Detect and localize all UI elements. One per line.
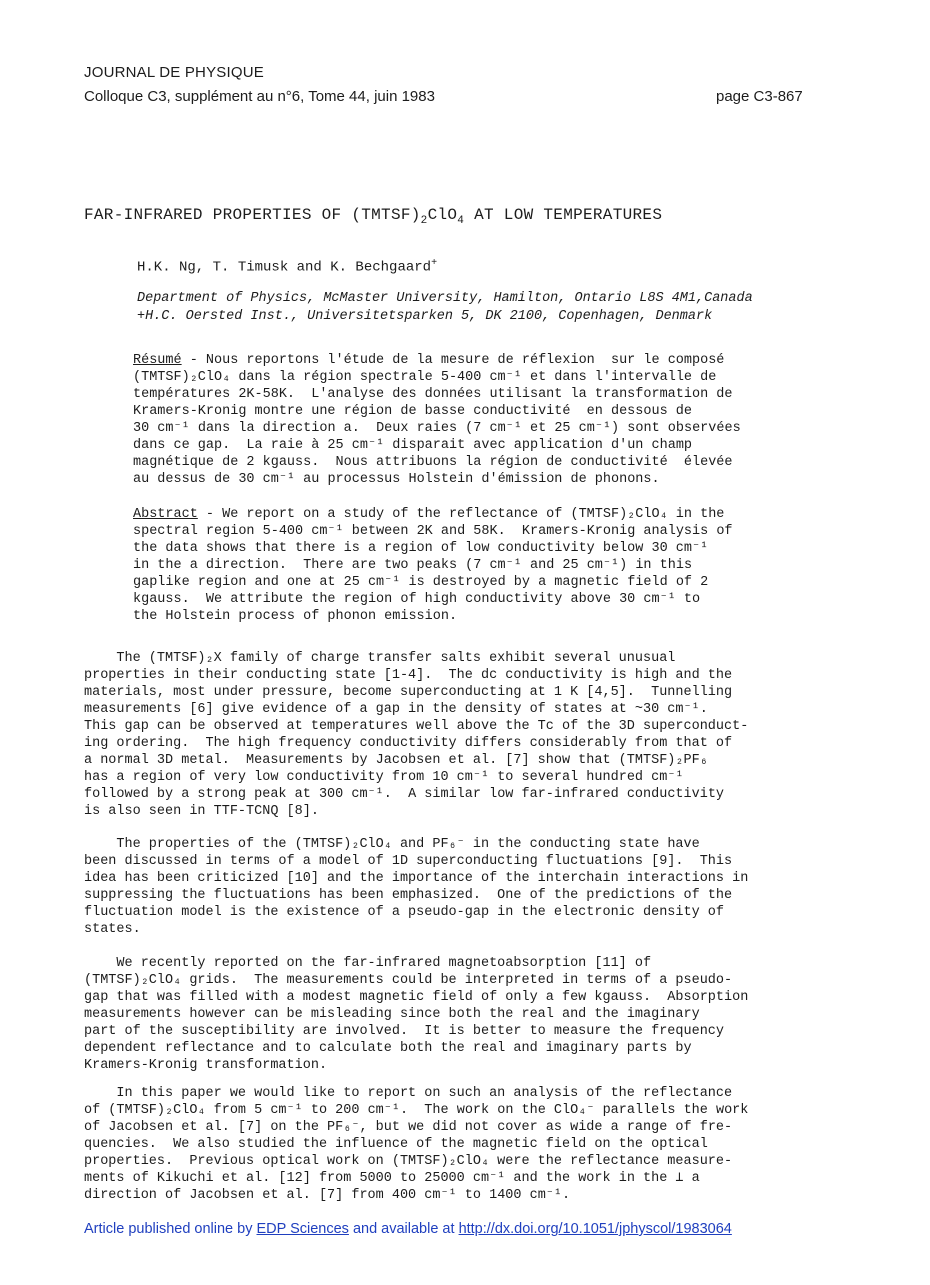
- publisher-link[interactable]: EDP Sciences: [256, 1221, 349, 1237]
- title-mid: ClO: [427, 206, 458, 224]
- journal-issue: Colloque C3, supplément au n°6, Tome 44, juin 1983: [84, 88, 435, 105]
- abstract-label: Abstract: [133, 507, 198, 522]
- abstract-section: [133, 506, 733, 625]
- paper-title: [84, 206, 662, 227]
- title-prefix: FAR-INFRARED PROPERTIES OF (TMTSF): [84, 206, 421, 224]
- footer-middle: and available at: [348, 1221, 459, 1237]
- page-number: page C3-867: [716, 88, 803, 105]
- resume-label: Résumé: [133, 353, 182, 368]
- author-names: H.K. Ng, T. Timusk and K. Bechgaard: [137, 259, 432, 276]
- journal-name: JOURNAL DE PHYSIQUE: [84, 64, 264, 81]
- affiliation-1: Department of Physics, McMaster University, Hamilton, Ontario L8S 4M1,Canada: [137, 291, 753, 306]
- title-suffix: AT LOW TEMPERATURES: [464, 206, 663, 224]
- resume-text: (TMTSF)₂ClO₄ dans la région spectrale 5-400 cm⁻¹ et dans l'intervalle de températures 2K-58K. L'analyse des données utilisant la transformation de Kramers-Kronig montre une région de basse conductivité en dessous de 30 cm⁻¹ dans la direction a. Deux raies (7 cm⁻¹ et 25 cm⁻¹) sont observées dans ce gap. La raie à 25 cm⁻¹ disparait avec application d'un champ magnétique de 2 kgauss. Nous attribuons la région de conductivité élevée au dessus de 30 cm⁻¹ au processus Holstein d'émission de phonons.: [133, 370, 741, 487]
- abstract-first-line: - We report on a study of the reflectance of (TMTSF)₂ClO₄ in the: [197, 507, 725, 522]
- title-sub-2: 4: [457, 215, 465, 228]
- title-sub-1: 2: [420, 215, 428, 228]
- affiliation-2: +H.C. Oersted Inst., Universitetsparken 5, DK 2100, Copenhagen, Denmark: [137, 309, 713, 324]
- footer-prefix: Article published online by: [84, 1221, 257, 1237]
- footer-note: [84, 1221, 732, 1237]
- author-affiliation-mark: +: [431, 258, 438, 269]
- doi-link[interactable]: http://dx.doi.org/10.1051/jphyscol/1983064: [458, 1221, 732, 1237]
- resume-section: [133, 352, 741, 488]
- body-paragraph-4: In this paper we would like to report on such an analysis of the reflectance of (TMTSF)₂ClO₄ from 5 cm⁻¹ to 200 cm⁻¹. The work on the ClO₄⁻ parallels the work of Jacobsen et al. [7] on the PF₆⁻, but we did not cover as wide a range of fre- quencies. We also studied the influence of the magnetic field on the optical properties. Previous optical work on (TMTSF)₂ClO₄ were the reflectance measure- ments of Kikuchi et al. [12] from 5000 to 25000 cm⁻¹ and the work in the ⊥ a direction of Jacobsen et al. [7] from 400 cm⁻¹ to 1400 cm⁻¹.: [84, 1086, 749, 1203]
- body-paragraph-1: The (TMTSF)₂X family of charge transfer salts exhibit several unusual properties in their conducting state [1-4]. The dc conductivity is high and the materials, most under pressure, become superconducting at 1 K [4,5]. Tunnelling measurements [6] give evidence of a gap in the density of states at ~30 cm⁻¹. This gap can be observed at temperatures well above the Tc of the 3D superconduct- ing ordering. The high frequency conductivity differs considerably from that of a normal 3D metal. Measurements by Jacobsen et al. [7] show that (TMTSF)₂PF₆ has a region of very low conductivity from 10 cm⁻¹ to several hundred cm⁻¹ followed by a strong peak at 300 cm⁻¹. A similar low far-infrared conductivity is also seen in TTF-TCNQ [8].: [84, 651, 749, 819]
- resume-first-line: - Nous reportons l'étude de la mesure de réflexion sur le composé: [181, 353, 725, 368]
- body-paragraph-2: The properties of the (TMTSF)₂ClO₄ and PF₆⁻ in the conducting state have been discussed in terms of a model of 1D superconducting fluctuations [9]. This idea has been criticized [10] and the importance of the interchain interactions in suppressing the fluctuations has been emphasized. One of the predictions of the fluctuation model is the existence of a pseudo-gap in the electronic density of states.: [84, 837, 749, 937]
- abstract-text: spectral region 5-400 cm⁻¹ between 2K and 58K. Kramers-Kronig analysis of the data shows that there is a region of low conductivity below 30 cm⁻¹ in the a direction. There are two peaks (7 cm⁻¹ and 25 cm⁻¹) in this gaplike region and one at 25 cm⁻¹ is destroyed by a magnetic field of 2 kgauss. We attribute the region of high conductivity above 30 cm⁻¹ to the Holstein process of phonon emission.: [133, 524, 733, 624]
- author-list: [137, 258, 437, 276]
- body-paragraph-3: We recently reported on the far-infrared magnetoabsorption [11] of (TMTSF)₂ClO₄ grids. The measurements could be interpreted in terms of a pseudo- gap that was filled with a modest magnetic field of only a few kgauss. Absorption measurements however can be misleading since both the real and the imaginary part of the susceptibility are involved. It is better to measure the frequency dependent reflectance and to calculate both the real and imaginary parts by Kramers-Kronig transformation.: [84, 956, 749, 1073]
